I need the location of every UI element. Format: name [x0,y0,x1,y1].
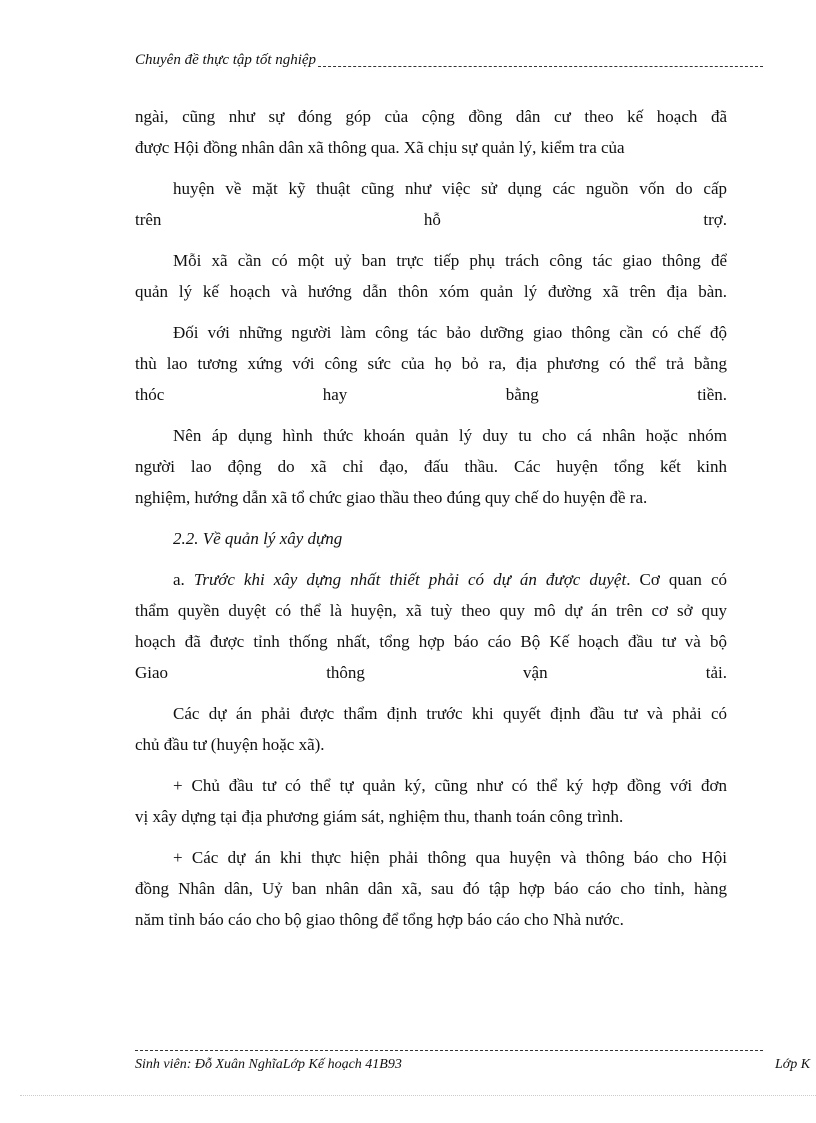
text-line [135,564,727,595]
text-run: . Cơ quan có [626,570,727,589]
text-line: ngài, cũng như sự đóng góp của cộng đồng dân cư theo kế hoạch đã [135,107,727,126]
text-line: thẩm quyền duyệt có thể là huyện, xã tuỳ theo quy mô dự án trên cơ sở quy [135,601,727,620]
footer-divider [135,1050,763,1051]
text-line: nghiệm, hướng dẫn xã tổ chức giao thầu theo đúng quy chế do huyện đề ra. [135,488,648,507]
text-line: + Các dự án khi thực hiện phải thông qua huyện và thông báo cho Hội [173,848,727,867]
text-line: Nên áp dụng hình thức khoán quản lý duy tu cho cá nhân hoặc nhóm [173,426,727,445]
text-line: vị xây dựng tại địa phương giám sát, nghiệm thu, thanh toán công trình. [135,807,624,826]
emphasis-text: Trước khi xây dựng nhất thiết phải có dự án được duyệt [193,570,627,589]
text-line: huyện về mặt kỹ thuật cũng như việc sử dụng các nguồn vốn do cấp [173,179,727,198]
text-line: thù lao tương xứng với công sức của họ bỏ ra, địa phương có thể trả bằng [135,354,727,373]
text-line: người lao động do xã chỉ đạo, đấu thầu. Các huyện tổng kết kinh [135,457,727,476]
page-bottom-divider [20,1095,816,1096]
text-line: + Chủ đầu tư có thể tự quản ký, cũng như có thể ký hợp đồng với đơn [173,776,727,795]
page-footer [135,1050,816,1077]
text-line: chủ đầu tư (huyện hoặc xã). [135,735,325,754]
text-line: trên hỗ trợ. [135,210,727,229]
header-title: Chuyên đề thực tập tốt nghiệp [135,52,317,68]
footer-class-label: Lớp K [775,1057,811,1072]
text-line: Các dự án phải được thẩm định trước khi quyết định đầu tư và phải có [173,704,727,723]
header-divider [318,66,763,67]
page-header [135,50,763,70]
text-line: Mỗi xã cần có một uỷ ban trực tiếp phụ trách công tác giao thông để [173,251,727,270]
text-line: Giao thông vận tải. [135,663,727,682]
text-line: năm tỉnh báo cáo cho bộ giao thông để tổng hợp báo cáo cho Nhà nước. [135,910,624,929]
text-line: được Hội đồng nhân dân xã thông qua. Xã chịu sự quản lý, kiểm tra của [135,138,625,157]
text-line: hoạch đã được tỉnh thống nhất, tổng hợp báo cáo Bộ Kế hoạch đầu tư và bộ [135,632,727,651]
text-line: quản lý kế hoạch và hướng dẫn thôn xóm quản lý đường xã trên địa bàn. [135,282,727,301]
list-marker: a. [173,570,194,589]
text-line: Đối với những người làm công tác bảo dưỡng giao thông cần có chế độ [173,323,727,342]
section-heading: 2.2. Về quản lý xây dựng [173,529,343,548]
text-line: đồng Nhân dân, Uỷ ban nhân dân xã, sau đó tập hợp báo cáo cho tỉnh, hàng [135,879,727,898]
text-line: thóc hay bằng tiền. [135,385,727,404]
document-body [135,101,727,935]
footer-student-info: Sinh viên: Đỗ Xuân NghĩaLớp Kế hoạch 41B93 [135,1057,402,1072]
